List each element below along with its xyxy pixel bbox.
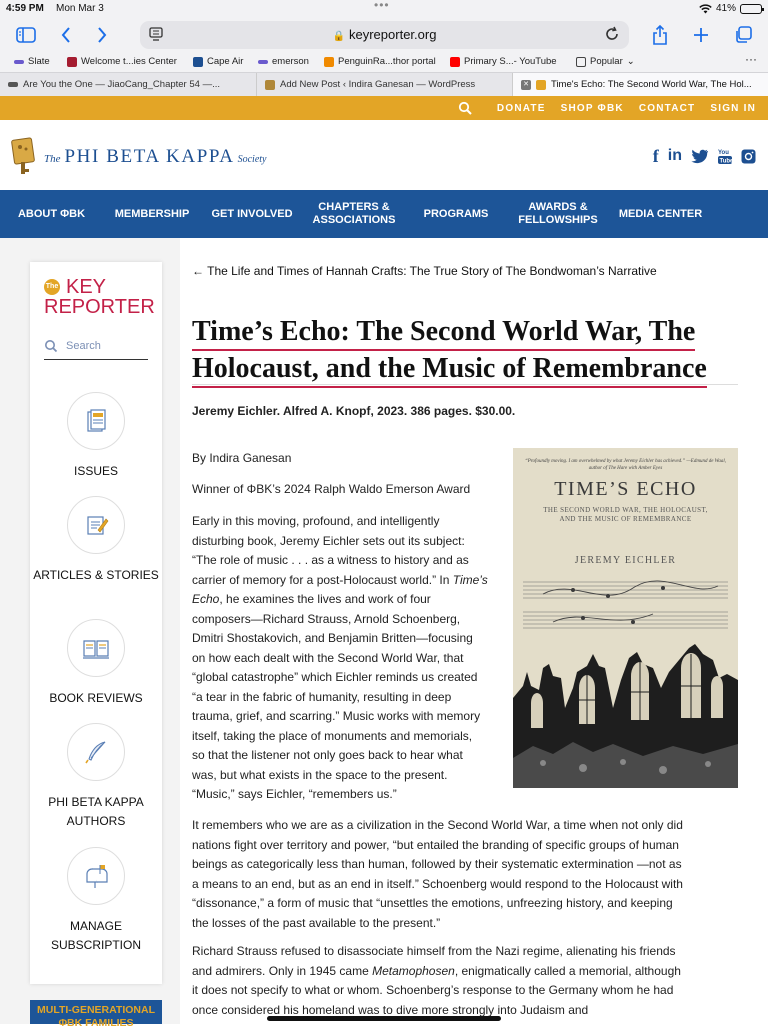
logo-society: Society: [237, 154, 267, 165]
favorite-label: Cape Air: [207, 56, 244, 67]
shop-link[interactable]: SHOP ΦBK: [560, 103, 624, 114]
social-links: [653, 148, 756, 164]
multi-generational-banner[interactable]: MULTI-GENERATIONAL ΦBK FAMILIES: [30, 1000, 162, 1024]
book-reviews-icon: [67, 619, 125, 677]
key-reporter-sidebar: [30, 262, 162, 984]
nav-chapters[interactable]: CHAPTERS & ASSOCIATIONS: [312, 201, 396, 226]
penguin-icon: [324, 57, 334, 67]
nav-about[interactable]: ABOUT ΦBK: [17, 207, 86, 220]
cover-subtitle-line: THE SECOND WORLD WAR, THE HOLOCAUST,: [543, 506, 708, 514]
battery-percent: 41%: [715, 3, 736, 14]
cape-air-icon: [193, 57, 203, 67]
search-icon: [44, 339, 58, 353]
lock-icon: 🔒: [332, 31, 345, 42]
cover-subtitle: [513, 506, 738, 524]
title-line-1: Time’s Echo: The Second World War, The: [192, 316, 695, 351]
harvard-icon: [67, 57, 77, 67]
sign-in-link[interactable]: SIGN IN: [710, 103, 756, 114]
pbk-key-logo-icon[interactable]: [10, 136, 38, 176]
sidebar-item-issues[interactable]: [30, 392, 162, 481]
svg-text:Tube: Tube: [719, 158, 734, 165]
home-indicator[interactable]: [267, 1016, 501, 1021]
favorite-label: emerson: [272, 56, 309, 67]
body-paragraph: It remembers who we are as a civilization in the Second World War, a time when not only did nations fight over territory and power, “but entailed the branding of specific groups of human beings as categorically less than human, followed by their systematic extermination —not as a means to an end, but as an end in itself.” Schoenberg would respond to the Holocaust with “dissonance,” a form of music that “unsettles the emotions, unfreezing history, and keeping the losses of the past available to the present.”: [192, 818, 683, 930]
favorites-bar: [0, 52, 768, 72]
sidebar-item-articles[interactable]: [30, 496, 162, 585]
cover-title: TIME’S ECHO: [554, 478, 697, 500]
search-placeholder: Search: [66, 340, 101, 352]
forward-icon[interactable]: [94, 22, 110, 48]
body-paragraph: [192, 512, 488, 805]
paragraph-text: , he examines the lives and work of four composers—Richard Strauss, Arnold Schoenberg, Dmitri Shostakovich, and Benjamin Britten—focusing on how each dealt with the Second World War, that “global catastrophe” which Eichler reminds us created “a tear in the fabric of humanity, resulting in deep trauma, grief, and scarring.” Music works with memory itself, taking the place of monuments and memorials, so that the listener not only goes back to hear what was, but what exists in the space to the present. “Music,” says Eichler, “remembers us.”: [192, 592, 481, 801]
multitasking-dots-icon[interactable]: •••: [374, 0, 390, 12]
paragraph-text: , enigmatically called a memorial, although it does not specify to what or whom. Schoenberg’s response to the Germany whom he had once considered his homeland was to dive more strongly into Judaism and: [192, 963, 681, 1017]
sidebar-item-label: ARTICLES & STORIES: [33, 568, 159, 582]
nav-programs[interactable]: PROGRAMS: [423, 207, 489, 220]
cover-blurb: “Profoundly moving. I am overwhelmed by what Jeremy Eichler has achieved.” —Edmund de Waal, author of The Hare with Amber Eyes: [524, 459, 727, 471]
sidebar-toggle-icon[interactable]: [14, 22, 38, 48]
nav-membership[interactable]: MEMBERSHIP: [114, 207, 190, 220]
chevron-down-icon: ⌄: [626, 56, 635, 67]
article-title: [192, 313, 740, 387]
paragraph-text: Early in this moving, profound, and intelligently disturbing book, Jeremy Eichler sets out its subject: “The role of music . . . as a witness to history and as carrier of memory for a post-Holocaust world.” In: [192, 514, 469, 587]
status-time: 4:59 PM: [6, 3, 44, 14]
linkedin-icon[interactable]: in: [667, 147, 682, 164]
logo-key: KEY: [66, 276, 107, 298]
instagram-icon[interactable]: [741, 149, 756, 164]
donate-link[interactable]: DONATE: [496, 103, 546, 114]
title-line-2: Holocaust, and the Music of Remembrance: [192, 353, 707, 388]
browser-toolbar: [0, 18, 768, 52]
favorite-label: Slate: [28, 56, 50, 67]
tab-label: Are You the One — JiaoCang_Chapter 54 —...: [23, 79, 220, 90]
contact-link[interactable]: CONTACT: [638, 103, 696, 114]
reload-icon[interactable]: [603, 25, 621, 43]
title-divider: [192, 384, 738, 385]
new-tab-icon[interactable]: [690, 22, 712, 48]
sidebar-item-manage-subscription[interactable]: [30, 847, 162, 955]
svg-text:You: You: [718, 150, 729, 156]
utility-bar: [0, 96, 768, 120]
work-title-italic: Metamophosen: [372, 963, 455, 978]
back-icon[interactable]: [58, 22, 74, 48]
tab-label: Time's Echo: The Second World War, The Hol...: [551, 79, 752, 90]
nav-awards[interactable]: AWARDS & FELLOWSHIPS: [518, 201, 598, 226]
quill-icon: [67, 723, 125, 781]
browser-tab[interactable]: [257, 73, 513, 96]
favorite-label: PenguinRa...thor portal: [338, 56, 436, 67]
sidebar-item-label: ISSUES: [73, 464, 118, 478]
cathedral-ruins-illustration: [513, 568, 738, 788]
emerson-icon: [258, 60, 268, 64]
cover-author: JEREMY EICHLER: [574, 555, 677, 566]
tab-label: Add New Post ‹ Indira Ganesan — WordPress: [280, 79, 476, 90]
battery-icon: [740, 4, 762, 14]
sidebar-item-pbk-authors[interactable]: [30, 723, 162, 831]
logo-the-badge: The: [44, 279, 60, 295]
favorite-item[interactable]: [258, 56, 309, 67]
cover-subtitle-line: AND THE MUSIC OF REMEMBRANCE: [559, 515, 692, 523]
favorite-item[interactable]: [14, 56, 50, 67]
book-title-italic: Time’s Echo: [192, 572, 488, 606]
status-date: Mon Mar 3: [56, 3, 104, 14]
site-header: [0, 120, 768, 190]
book-cover-image: [513, 448, 738, 788]
pbk-logo-text[interactable]: [44, 146, 266, 168]
search-icon[interactable]: [458, 101, 472, 115]
favorite-folder-popular[interactable]: [576, 56, 635, 67]
favorite-label: Popular: [590, 56, 623, 67]
tab-favicon-icon: [536, 80, 546, 90]
award-note: Winner of ΦBK’s 2024 Ralph Waldo Emerson Award: [192, 482, 471, 496]
previous-article-link[interactable]: ← The Life and Times of Hannah Crafts: The True Story of The Bondwoman’s Narrative: [192, 264, 657, 278]
youtube-icon[interactable]: [718, 148, 732, 164]
tab-favicon-icon: [265, 80, 275, 90]
wifi-icon: [699, 4, 712, 14]
close-tab-icon[interactable]: ✕: [521, 80, 531, 90]
articles-icon: [67, 496, 125, 554]
nav-get-involved[interactable]: GET INVOLVED: [211, 207, 293, 220]
share-icon[interactable]: [650, 22, 670, 48]
address-bar[interactable]: [140, 21, 629, 49]
facebook-icon[interactable]: f: [652, 146, 659, 166]
byline: By Indira Ganesan: [192, 451, 292, 465]
favorite-item[interactable]: [324, 56, 436, 67]
more-icon[interactable]: ···: [745, 52, 757, 66]
favorite-item[interactable]: [450, 56, 557, 67]
slate-icon: [14, 60, 24, 64]
folder-icon: [576, 57, 586, 67]
publication-info: Jeremy Eichler. Alfred A. Knopf, 2023. 386 pages. $30.00.: [192, 404, 516, 418]
logo-name: PHI BETA KAPPA: [64, 146, 235, 167]
logo-reporter: REPORTER: [44, 296, 155, 318]
sidebar-search-input[interactable]: [44, 334, 148, 360]
sidebar-item-label: PHI BETA KAPPA AUTHORS: [48, 795, 144, 828]
main-navigation: [0, 190, 768, 238]
favorite-item[interactable]: [67, 56, 177, 67]
sidebar-item-book-reviews[interactable]: [30, 619, 162, 708]
logo-the: The: [44, 153, 61, 165]
sidebar-item-label: MANAGE SUBSCRIPTION: [50, 919, 141, 952]
tab-favicon-icon: [8, 82, 18, 87]
browser-tab-active[interactable]: [513, 73, 768, 96]
paragraph-text: Richard Strauss refused to disassociate himself from the Nazi regime, alienating his friends and admirers. Only in 1945 came: [192, 944, 676, 978]
tab-overview-icon[interactable]: [732, 22, 754, 48]
status-bar: [0, 0, 768, 18]
tab-bar: [0, 72, 768, 96]
favorite-item[interactable]: [193, 56, 243, 67]
browser-tab[interactable]: [0, 73, 257, 96]
mailbox-icon: [67, 847, 125, 905]
nav-media-center[interactable]: MEDIA CENTER: [618, 207, 703, 220]
url-text: keyreporter.org: [349, 27, 437, 42]
twitter-icon[interactable]: [691, 149, 709, 164]
sidebar-item-label: BOOK REVIEWS: [49, 691, 143, 705]
favorite-label: Primary S...- YouTube: [464, 56, 557, 67]
issues-icon: [67, 392, 125, 450]
favorite-label: Welcome t...ies Center: [81, 56, 177, 67]
body-paragraph: [192, 942, 684, 1020]
youtube-icon: [450, 57, 460, 67]
